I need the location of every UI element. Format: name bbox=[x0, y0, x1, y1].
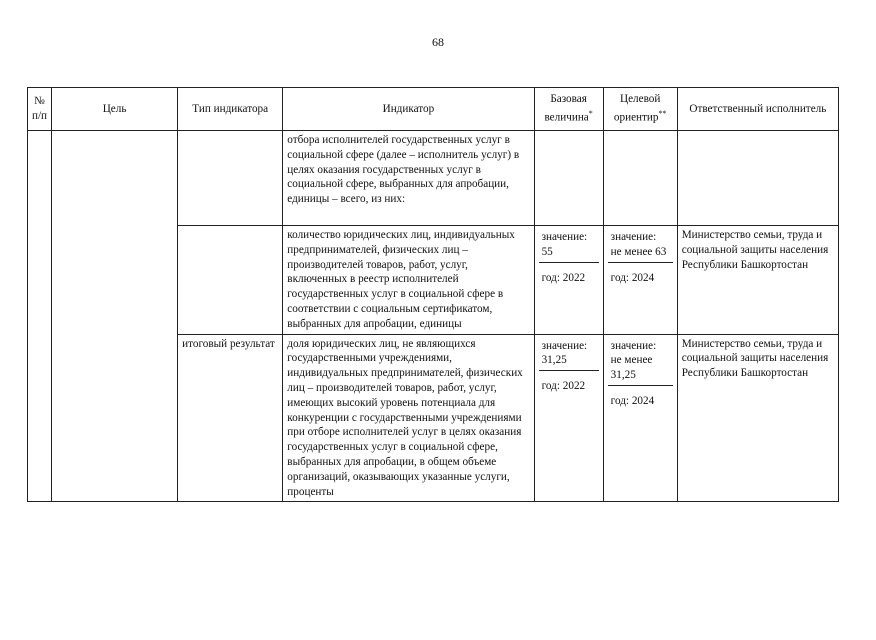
base-year: год: 2022 bbox=[541, 380, 586, 393]
base-value: значение: 55 bbox=[539, 228, 599, 263]
target-year: год: 2024 bbox=[610, 394, 655, 407]
row-target bbox=[603, 334, 677, 502]
header-target-label: Целевой ориентир bbox=[613, 93, 661, 124]
target-value: значение: не менее 31,25 bbox=[608, 337, 673, 386]
base-value: значение: 31,25 bbox=[539, 337, 599, 372]
row-type: итоговый результат bbox=[178, 334, 283, 502]
header-base-label: Базовая величина bbox=[544, 93, 589, 124]
row-target bbox=[603, 226, 677, 335]
row-indicator: количество юридических лиц, индивидуальных предпринимателей, физических лиц – производителей товаров, работ, услуг, включенных в реестр исполнителей государственных услуг в социальной сфере в соответствии с социальным сертификатом, выбранных для апробации, единицы bbox=[283, 226, 534, 335]
header-target bbox=[603, 88, 677, 131]
target-value: значение: не менее 63 bbox=[608, 228, 673, 263]
header-base bbox=[534, 88, 603, 131]
row-type bbox=[178, 131, 283, 226]
row-responsible: Министерство семьи, труда и социальной защиты населения Республики Башкортостан bbox=[677, 226, 838, 335]
row-base bbox=[534, 131, 603, 226]
row-goal bbox=[52, 131, 178, 502]
row-responsible: Министерство семьи, труда и социальной защиты населения Республики Башкортостан bbox=[677, 334, 838, 502]
header-type: Тип индикатора bbox=[178, 88, 283, 131]
indicators-table bbox=[27, 87, 839, 502]
table-header-row bbox=[28, 88, 839, 131]
row-indicator: доля юридических лиц, не являющихся государственными учреждениями, индивидуальных предпринимателей, физических лиц – производителей товаров, работ, услуг, имеющих высокий уровень потенциала для конкуренции с государственными учреждениями при отборе исполнителей услуг в целях оказания государственных услуг в социальной сфере, выбранных для апробации, в общем объеме организаций, оказывающих указанные услуги, проценты bbox=[283, 334, 534, 502]
row-base bbox=[534, 334, 603, 502]
page-number: 68 bbox=[432, 35, 444, 49]
row-num bbox=[28, 131, 52, 502]
header-indicator: Индикатор bbox=[283, 88, 534, 131]
target-year: год: 2024 bbox=[610, 271, 655, 284]
table-row bbox=[28, 131, 839, 226]
header-responsible: Ответственный исполнитель bbox=[677, 88, 838, 131]
base-year: год: 2022 bbox=[541, 271, 586, 284]
header-goal: Цель bbox=[52, 88, 178, 131]
row-responsible bbox=[677, 131, 838, 226]
header-base-mark: * bbox=[588, 109, 593, 119]
header-target-mark: ** bbox=[658, 109, 667, 119]
row-type bbox=[178, 226, 283, 335]
row-indicator: отбора исполнителей государственных услуг в социальной сфере (далее – исполнитель услуг) в целях оказания государственных услуг в социальной сфере, выбранных для апробации, единицы – всего, из них: bbox=[283, 131, 534, 226]
row-base bbox=[534, 226, 603, 335]
row-target bbox=[603, 131, 677, 226]
header-num: № п/п bbox=[28, 88, 52, 131]
